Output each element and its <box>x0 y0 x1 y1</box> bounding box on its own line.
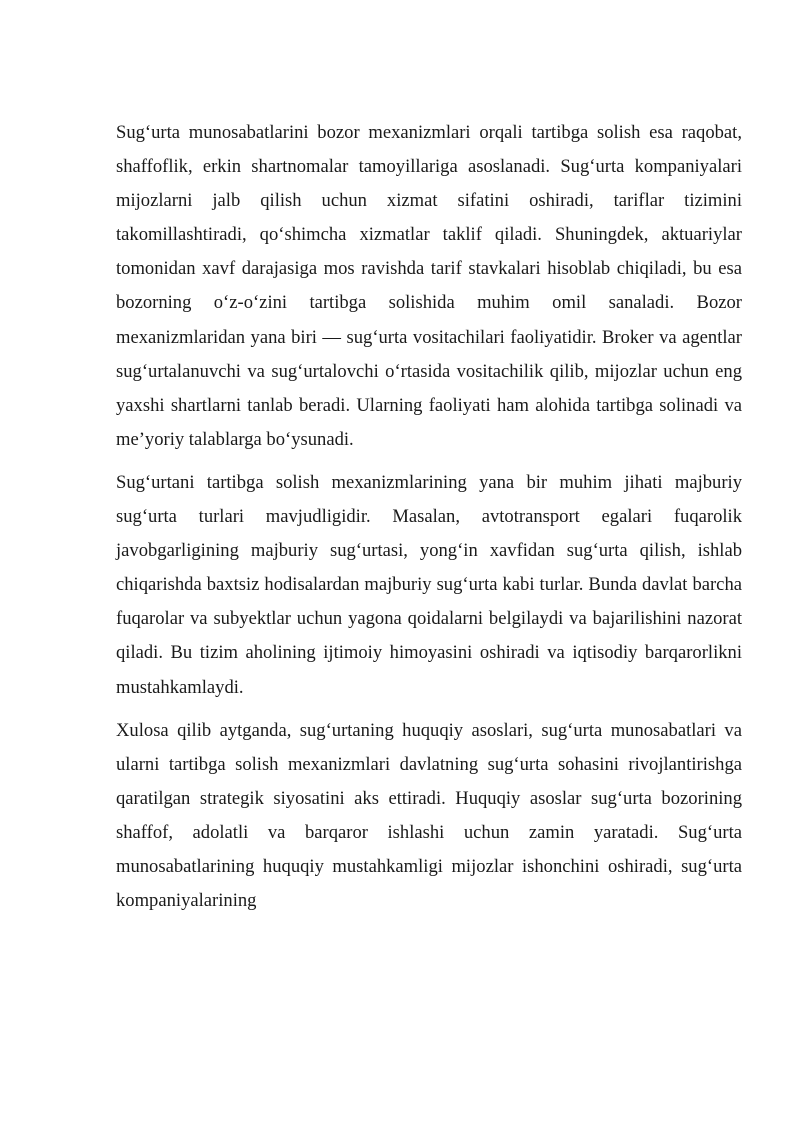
paragraph-conclusion: Xulosa qilib aytganda, sug‘urtaning huquqiy asoslari, sug‘urta munosabatlari va ularni tartibga solish mexanizmlari davlatning sug‘urta sohasini rivojlantirishga qaratilgan strategik siyosatini aks ettiradi. Huquqiy asoslar sug‘urta bozorining shaffof, adolatli va barqaror ishlashi uchun zamin yaratadi. Sug‘urta munosabatlarining huquqiy mustahkamligi mijozlar ishonchini oshiradi, sug‘urta kompaniyalarining <box>116 719 742 912</box>
paragraph-mandatory-insurance: Sug‘urtani tartibga solish mexanizmlarining yana bir muhim jihati majburiy sug‘urta turlari mavjudligidir. Masalan, avtotransport egalari fuqarolik javobgarligining majburiy sug‘urtasi, yong‘in xavfidan sug‘urta qilish, ishlab chiqarishda baxtsiz hodisalardan majburiy sug‘urta kabi turlar. Bunda davlat barcha fuqarolar va subyektlar uchun yagona qoidalarni belgilaydi va bajarilishini nazorat qiladi. Bu tizim aholining ijtimoiy himoyasini oshiradi va iqtisodiy barqarorlikni mustahkamlaydi. <box>116 471 742 698</box>
document-body <box>116 116 742 927</box>
paragraph-market-mechanisms: Sug‘urta munosabatlarini bozor mexanizmlari orqali tartibga solish esa raqobat, shaffoflik, erkin shartnomalar tamoyillariga asoslanadi. Sug‘urta kompaniyalari mijozlarni jalb qilish uchun xizmat sifatini oshiradi, tariflar tizimini takomillashtiradi, qo‘shimcha xizmatlar taklif qiladi. Shuningdek, aktuariylar tomonidan xavf darajasiga mos ravishda tarif stavkalari hisoblab chiqiladi, bu esa bozorning o‘z-o‘zini tartibga solishida muhim omil sanaladi. Bozor mexanizmlaridan yana biri — sug‘urta vositachilari faoliyatidir. Broker va agentlar sug‘urtalanuvchi va sug‘urtalovchi o‘rtasida vositachilik qilib, mijozlar uchun eng yaxshi shartlarni tanlab beradi. Ularning faoliyati ham alohida tartibga solinadi va me’yoriy talablarga bo‘ysunadi. <box>116 122 742 450</box>
